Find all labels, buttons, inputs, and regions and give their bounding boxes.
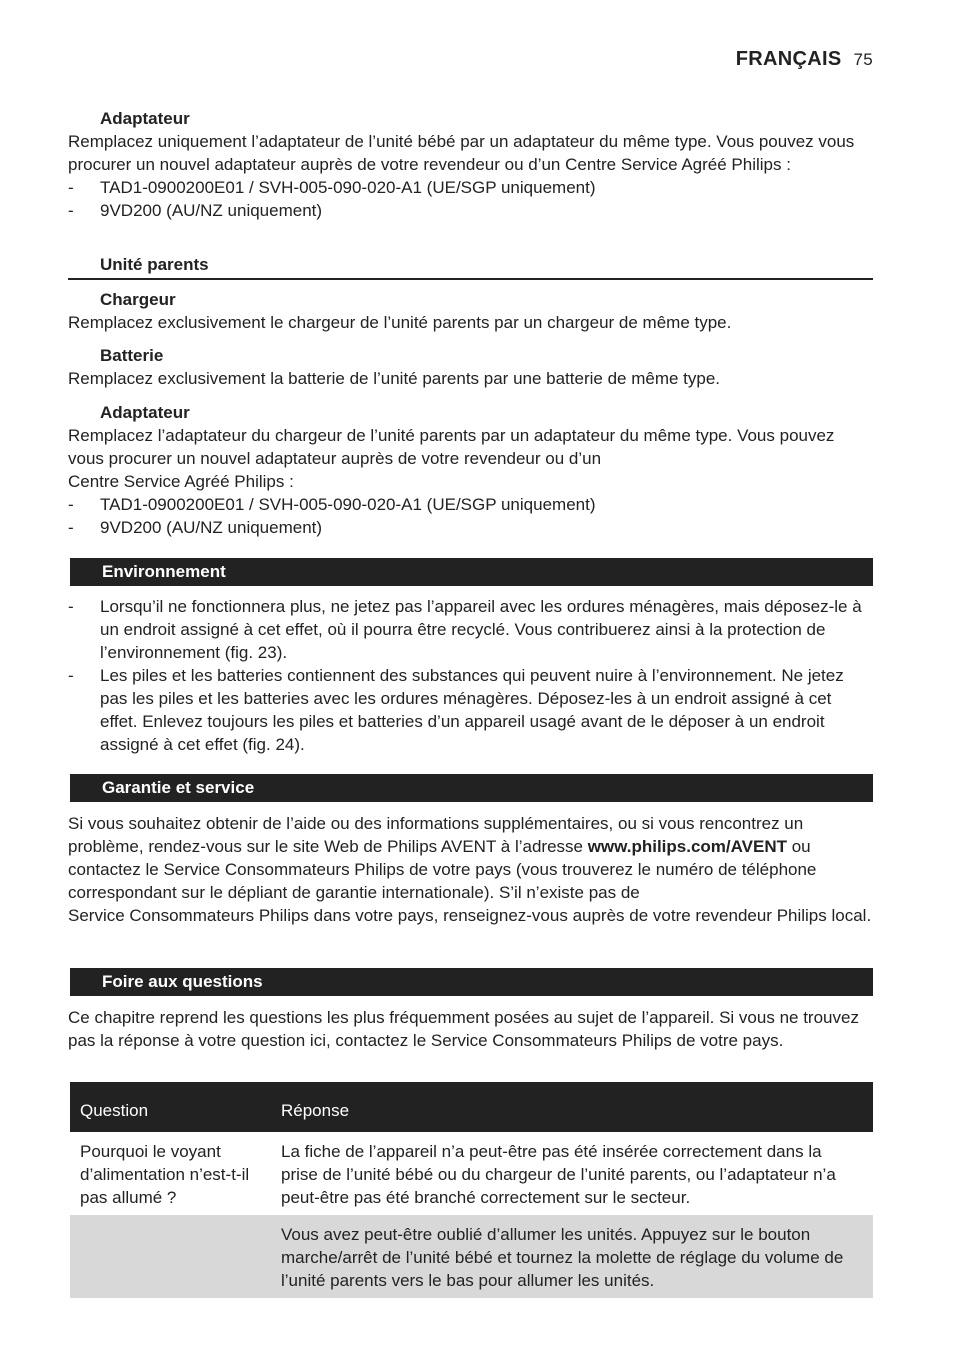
language-label: FRANÇAIS (735, 48, 842, 70)
paragraph: Centre Service Agréé Philips : (68, 472, 294, 491)
question-cell: Pourquoi le voyant d’alimentation n’est-t-il pas allumé ? (80, 1142, 250, 1207)
list-item: - 9VD200 (AU/NZ uniquement) (68, 199, 873, 222)
page-number: 75 (853, 50, 873, 69)
section-bar-garantie: Garantie et service (70, 774, 873, 802)
list-item: - TAD1-0900200E01 / SVH-005-090-020-A1 (UE/SGP uniquement) (68, 176, 873, 199)
subheading-batterie: Batterie (100, 346, 164, 365)
faq-table (70, 1082, 873, 1298)
philips-avent-link[interactable]: www.philips.com/AVENT (587, 837, 787, 856)
paragraph: Remplacez exclusivement la batterie de l’unité parents par une batterie de même type. (68, 369, 721, 388)
section-bar-faq: Foire aux questions (70, 968, 873, 996)
list-item: - 9VD200 (AU/NZ uniquement) (68, 516, 873, 539)
list-item: - Les piles et les batteries contiennent des substances qui peuvent nuire à l’environnement. Ne jetez pas les piles et les batteries avec les ordures ménagères. Déposez-les à un endroit assigné à cet effet. Enlevez toujours les piles et batteries d’un appareil usagé avant de le déposer à un endroit assigné à cet effet (fig. 24). (68, 664, 873, 756)
answer-cell: La fiche de l’appareil n’a peut-être pas été insérée correctement dans la prise de l’unité bébé ou du chargeur de l’unité parents, ou l’adaptateur n’a peut-être pas été branché correctement sur le secteur. (281, 1142, 836, 1207)
table-row (70, 1215, 873, 1298)
section-adaptateur-parents (68, 401, 873, 539)
answer-cell: Vous avez peut-être oublié d’allumer les unités. Appuyez sur le bouton marche/arrêt de l’unité bébé et tournez la molette de réglage du volume de l’unité parents vers le bas pour allumer les unités. (271, 1215, 873, 1298)
section-chargeur (68, 288, 873, 334)
subheading-adaptateur: Adaptateur (100, 109, 190, 128)
paragraph: Remplacez l’adaptateur du chargeur de l’unité parents par un adaptateur du même type. Vous pouvez vous procurer un nouvel adaptateur auprès de votre revendeur ou d’un (68, 426, 835, 468)
text: ou contactez le Service Consommateurs Philips de votre pays (vous trouverez le numéro de téléphone correspondant sur le dépliant de garantie internationale). S’il n’existe pas de (68, 837, 817, 902)
list-item: - TAD1-0900200E01 / SVH-005-090-020-A1 (UE/SGP uniquement) (68, 493, 873, 516)
section-garantie (68, 774, 873, 927)
subheading-adaptateur: Adaptateur (100, 403, 190, 422)
faq-table-wrap (68, 1082, 873, 1298)
section-faq (68, 968, 873, 1052)
paragraph: Ce chapitre reprend les questions les plus fréquemment posées au sujet de l’appareil. Si vous ne trouvez pas la réponse à votre question ici, contactez le Service Consommateurs Philips de votre pays. (68, 1008, 859, 1050)
paragraph (68, 812, 873, 904)
section-environnement (68, 558, 873, 756)
section-heading-unite-parents: Unité parents (68, 253, 873, 280)
list-item: - Lorsqu’il ne fonctionnera plus, ne jetez pas l’appareil avec les ordures ménagères, mais déposez-le à un endroit assigné à cet effet, où il pourra être recyclé. Vous contribuerez ainsi à la protection de l’environnement (fig. 23). (68, 595, 873, 664)
subheading-chargeur: Chargeur (100, 290, 176, 309)
question-cell (70, 1215, 271, 1298)
page-header (736, 48, 873, 71)
text: Si vous souhaitez obtenir de l’aide ou des informations supplémentaires, ou si vous rencontrez un problème, rendez-vous sur le site Web de Philips AVENT à l’adresse (68, 814, 804, 856)
paragraph: Remplacez uniquement l’adaptateur de l’unité bébé par un adaptateur du même type. Vous pouvez vous procurer un nouvel adaptateur auprès de votre revendeur ou d’un Centre Service Agréé Philips : (68, 132, 855, 174)
table-header-row (70, 1082, 873, 1132)
paragraph: Remplacez exclusivement le chargeur de l’unité parents par un chargeur de même type. (68, 313, 732, 332)
table-row (70, 1132, 873, 1215)
paragraph: Service Consommateurs Philips dans votre pays, renseignez-vous auprès de votre revendeur Philips local. (68, 906, 872, 925)
section-bar-environnement: Environnement (70, 558, 873, 586)
column-header-answer: Réponse (271, 1082, 873, 1132)
section-batterie (68, 344, 873, 390)
section-adaptateur-bebe (68, 107, 873, 222)
section-unite-parents (68, 253, 873, 280)
column-header-question: Question (70, 1082, 271, 1132)
